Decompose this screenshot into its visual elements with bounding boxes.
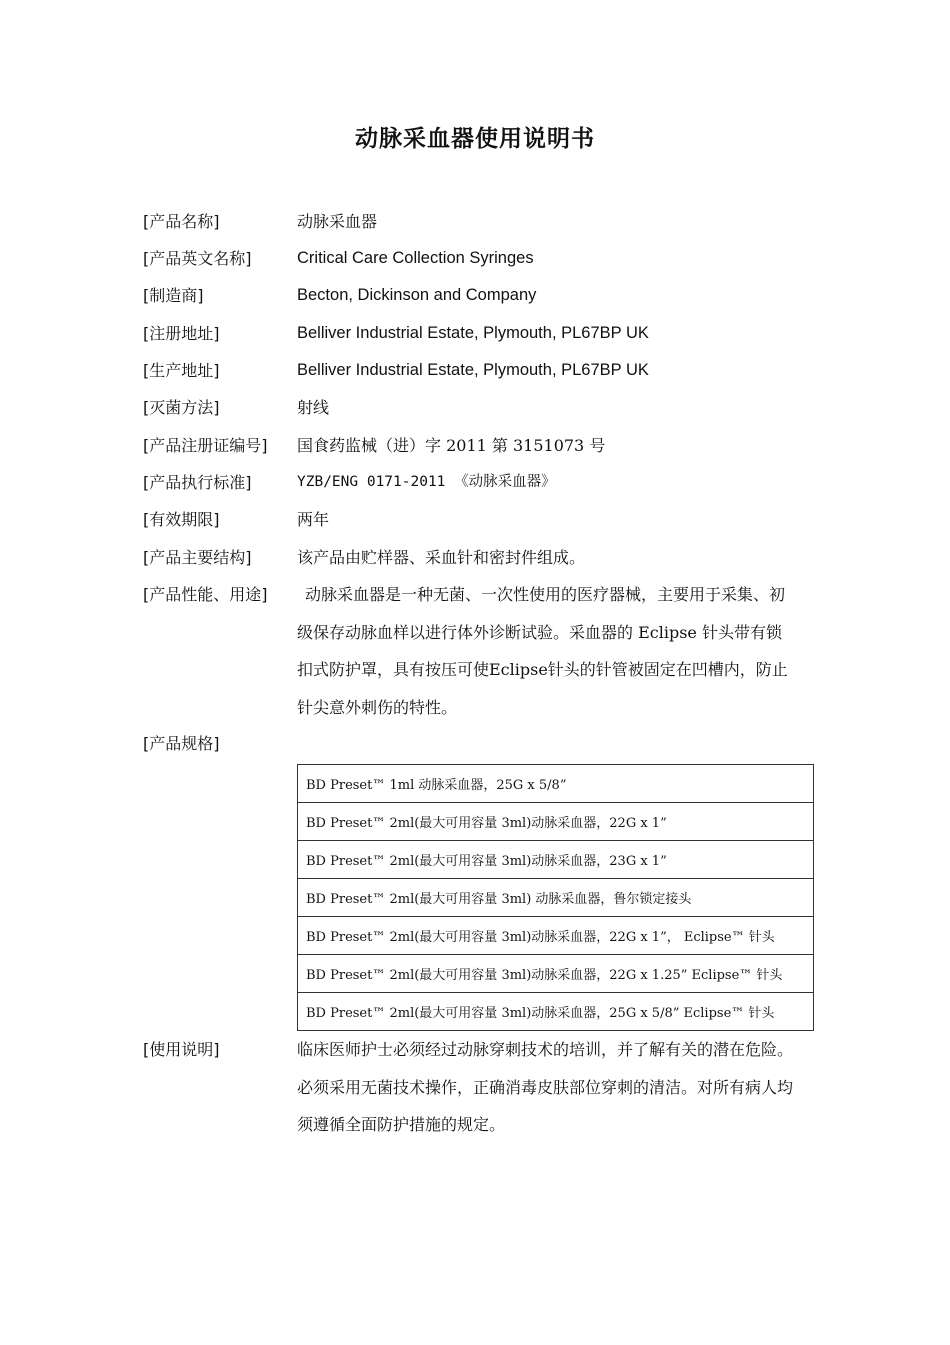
field-value: 射线: [297, 398, 330, 417]
field-label: [产品主要结构]: [143, 548, 252, 567]
table-cell: BD Preset™ 2ml(最大可用容量 3ml)动脉采血器，23G x 1”: [298, 841, 814, 879]
table-row: [298, 841, 814, 879]
table-cell: BD Preset™ 2ml(最大可用容量 3ml)动脉采血器，25G x 5/8” Eclipse™ 针头: [298, 993, 814, 1031]
table-row: [298, 917, 814, 955]
paragraph-line: 针尖意外刺伤的特性。: [297, 697, 458, 717]
field-value: 该产品由贮样器、采血针和密封件组成。: [297, 548, 586, 567]
field-value: 国食药监械（进）字 2011 第 3151073 号: [297, 436, 606, 455]
table-row: [298, 879, 814, 917]
paragraph-line: 须遵循全面防护措施的规定。: [297, 1115, 506, 1134]
field-label: [产品规格]: [143, 734, 220, 753]
field-value: 两年: [297, 510, 330, 529]
field-label: [生产地址]: [143, 361, 220, 380]
instructions-paragraph: [297, 1031, 815, 1144]
field-label: [产品注册证编号]: [143, 436, 268, 455]
field-value: Belliver Industrial Estate, Plymouth, PL67BP UK: [297, 361, 649, 379]
table-cell: BD Preset™ 2ml(最大可用容量 3ml) 动脉采血器，鲁尔锁定接头: [298, 879, 814, 917]
table-cell: BD Preset™ 2ml(最大可用容量 3ml)动脉采血器，22G x 1.25” Eclipse™ 针头: [298, 955, 814, 993]
field-label: [产品执行标准]: [143, 473, 252, 492]
table-row: [298, 955, 814, 993]
field-value: YZB/ENG 0171-2011 《动脉采血器》: [297, 474, 556, 490]
field-label: [使用说明]: [143, 1040, 220, 1059]
field-label: [灭菌方法]: [143, 398, 220, 417]
field-label: [产品性能、用途]: [143, 585, 268, 604]
paragraph-line: 动脉采血器是一种无菌、一次性使用的医疗器械，主要用于采集、初: [305, 585, 786, 604]
field-label: [产品英文名称]: [143, 249, 252, 268]
table-row: [298, 765, 814, 803]
field-label: [制造商]: [143, 286, 204, 305]
spec-table: [297, 764, 814, 1031]
field-value: 动脉采血器: [297, 212, 378, 231]
table-row: [298, 993, 814, 1031]
field-value: Critical Care Collection Syringes: [297, 249, 534, 267]
table-cell: BD Preset™ 2ml(最大可用容量 3ml)动脉采血器，22G x 1”， Eclipse™ 针头: [298, 917, 814, 955]
paragraph-line: 临床医师护士必须经过动脉穿刺技术的培训，并了解有关的潜在危险。: [297, 1040, 794, 1059]
page-title: 动脉采血器使用说明书: [355, 126, 595, 152]
field-label: [产品名称]: [143, 212, 220, 231]
field-value: Becton, Dickinson and Company: [297, 286, 537, 304]
table-cell: BD Preset™ 1ml 动脉采血器，25G x 5/8”: [298, 765, 814, 803]
paragraph-line: 必须采用无菌技术操作，正确消毒皮肤部位穿刺的清洁。对所有病人均: [297, 1077, 794, 1097]
paragraph-line: 扣式防护罩，具有按压可使Eclipse针头的针管被固定在凹槽内，防止: [297, 660, 788, 679]
field-label: [有效期限]: [143, 510, 220, 529]
field-value: Belliver Industrial Estate, Plymouth, PL67BP UK: [297, 324, 649, 342]
field-label: [注册地址]: [143, 324, 220, 343]
table-cell: BD Preset™ 2ml(最大可用容量 3ml)动脉采血器，22G x 1”: [298, 803, 814, 841]
table-row: [298, 803, 814, 841]
paragraph-line: 级保存动脉血样以进行体外诊断试验。采血器的 Eclipse 针头带有锁: [297, 622, 782, 642]
performance-paragraph: [297, 576, 815, 726]
